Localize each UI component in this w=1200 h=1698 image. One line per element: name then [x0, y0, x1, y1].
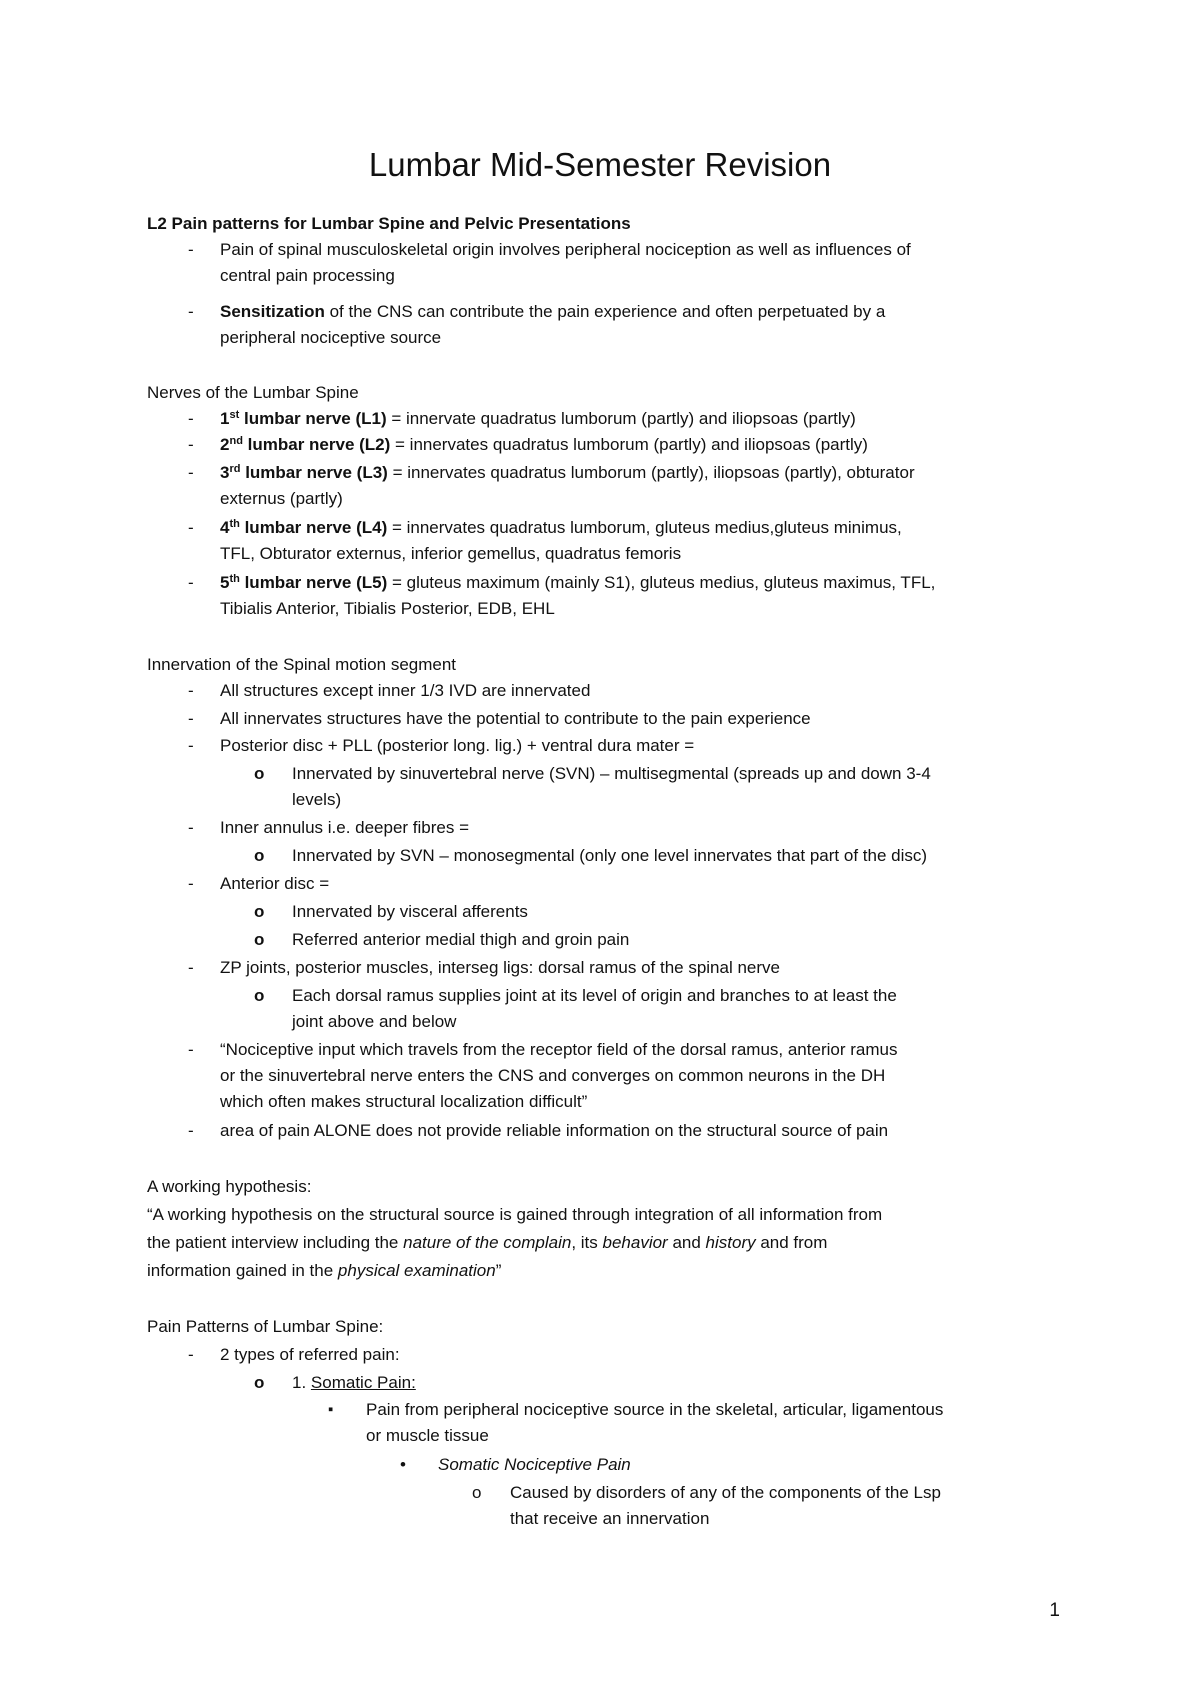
circle-marker: o	[254, 846, 265, 865]
dash-marker: -	[188, 435, 194, 454]
dash-marker: -	[188, 1121, 194, 1140]
dash-marker: -	[188, 958, 194, 977]
bullet-icon: •	[400, 1455, 406, 1474]
dash-marker: -	[188, 240, 194, 259]
circle-marker: o	[254, 764, 265, 783]
dash-marker: -	[188, 409, 194, 428]
square-bullet-icon: ▪	[328, 1401, 334, 1418]
dash-marker: -	[188, 302, 194, 321]
circle-marker: o	[254, 902, 265, 921]
circle-marker: o	[254, 1373, 265, 1392]
dash-marker: -	[188, 1040, 194, 1059]
dash-marker: -	[188, 818, 194, 837]
dash-marker: -	[188, 518, 194, 537]
dash-marker: -	[188, 1345, 194, 1364]
dash-marker: -	[188, 709, 194, 728]
circle-marker: o	[472, 1483, 482, 1502]
circle-marker: o	[254, 986, 265, 1005]
dash-marker: -	[188, 463, 194, 482]
dash-marker: -	[188, 573, 194, 592]
dash-marker: -	[188, 736, 194, 755]
page-number: 1	[1049, 1600, 1060, 1621]
document-page: Lumbar Mid-Semester Revision L2 Pain patterns for Lumbar Spine and Pelvic Presentations - Pain of spinal musculoskeletal origin involves peripheral nociception as well as influences of central pain processing - Sensitization of the CNS can contribute the pain experience and often perpetuated by a peripheral nociceptive source Nerves of the Lumbar Spine - 1st lumbar nerve (L1) = innervate quadratus lumborum (partly) and iliopsoas (partly) - 2nd lumbar nerve (L2) = innervates quadratus lumborum (partly) and iliopsoas (partly) - 3rd lumbar nerve (L3) = innervates quadratus lumborum (partly), iliopsoas (partly), obturator externus (partly) - 4th lumbar nerve (L4) = innervates quadratus lumborum, gluteus medius,gluteus minimus, TFL, Obturator externus, inferior gemellus, quadratus femoris - 5th lumbar nerve (L5) = gluteus maximum (mainly S1), gluteus medius, gluteus maximus, TFL, Tibialis Anterior, Tibialis Posterior, EDB, EHL Innervation of the Spinal motion segment - All structures except inner 1/3 IVD are innervated - All innervates structures have the potential to contribute to the pain experience - Posterior disc + PLL (posterior long. lig.) + ventral dura mater = o Innervated by sinuvertebral nerve (SVN) – multisegmental (spreads up and down 3-4 levels) - Inner annulus i.e. deeper fibres = o Innervated by SVN – monosegmental (only one level innervates that part of the disc) - Anterior disc = o Innervated by visceral afferents o Referred anterior medial thigh and groin pain - ZP joints, posterior muscles, interseg ligs: dorsal ramus of the spinal nerve o Each dorsal ramus supplies joint at its level of origin and branches to at least the joint above and below - “Nociceptive input which travels from the receptor field of the dorsal ramus, anterior ramus or the sinuvertebral nerve enters the CNS and converges on common neurons in the DH which often makes structural localization difficult” - area of pain ALONE does not provide reliable information on the structural source of pain A working hypothesis: “A working hypothesis on the structural source is gained through integration of all information from the patient interview including the nature of the complain, its behavior and history and from information gained in the physical examination” Pain Patterns of Lumbar Spine: - 2 types of referred pain: o 1. Somatic Pain: ▪ Pain from peripheral nociceptive source in the skeletal, articular, ligamentous or muscle tissue • Somatic Nociceptive Pain o Caused by disorders of any of the components of the Lsp that receive an innervation 1	[0, 0, 1200, 1698]
dash-marker: -	[188, 874, 194, 893]
circle-marker: o	[254, 930, 265, 949]
page-title: Lumbar Mid-Semester Revision	[368, 146, 832, 183]
dash-marker: -	[188, 681, 194, 700]
